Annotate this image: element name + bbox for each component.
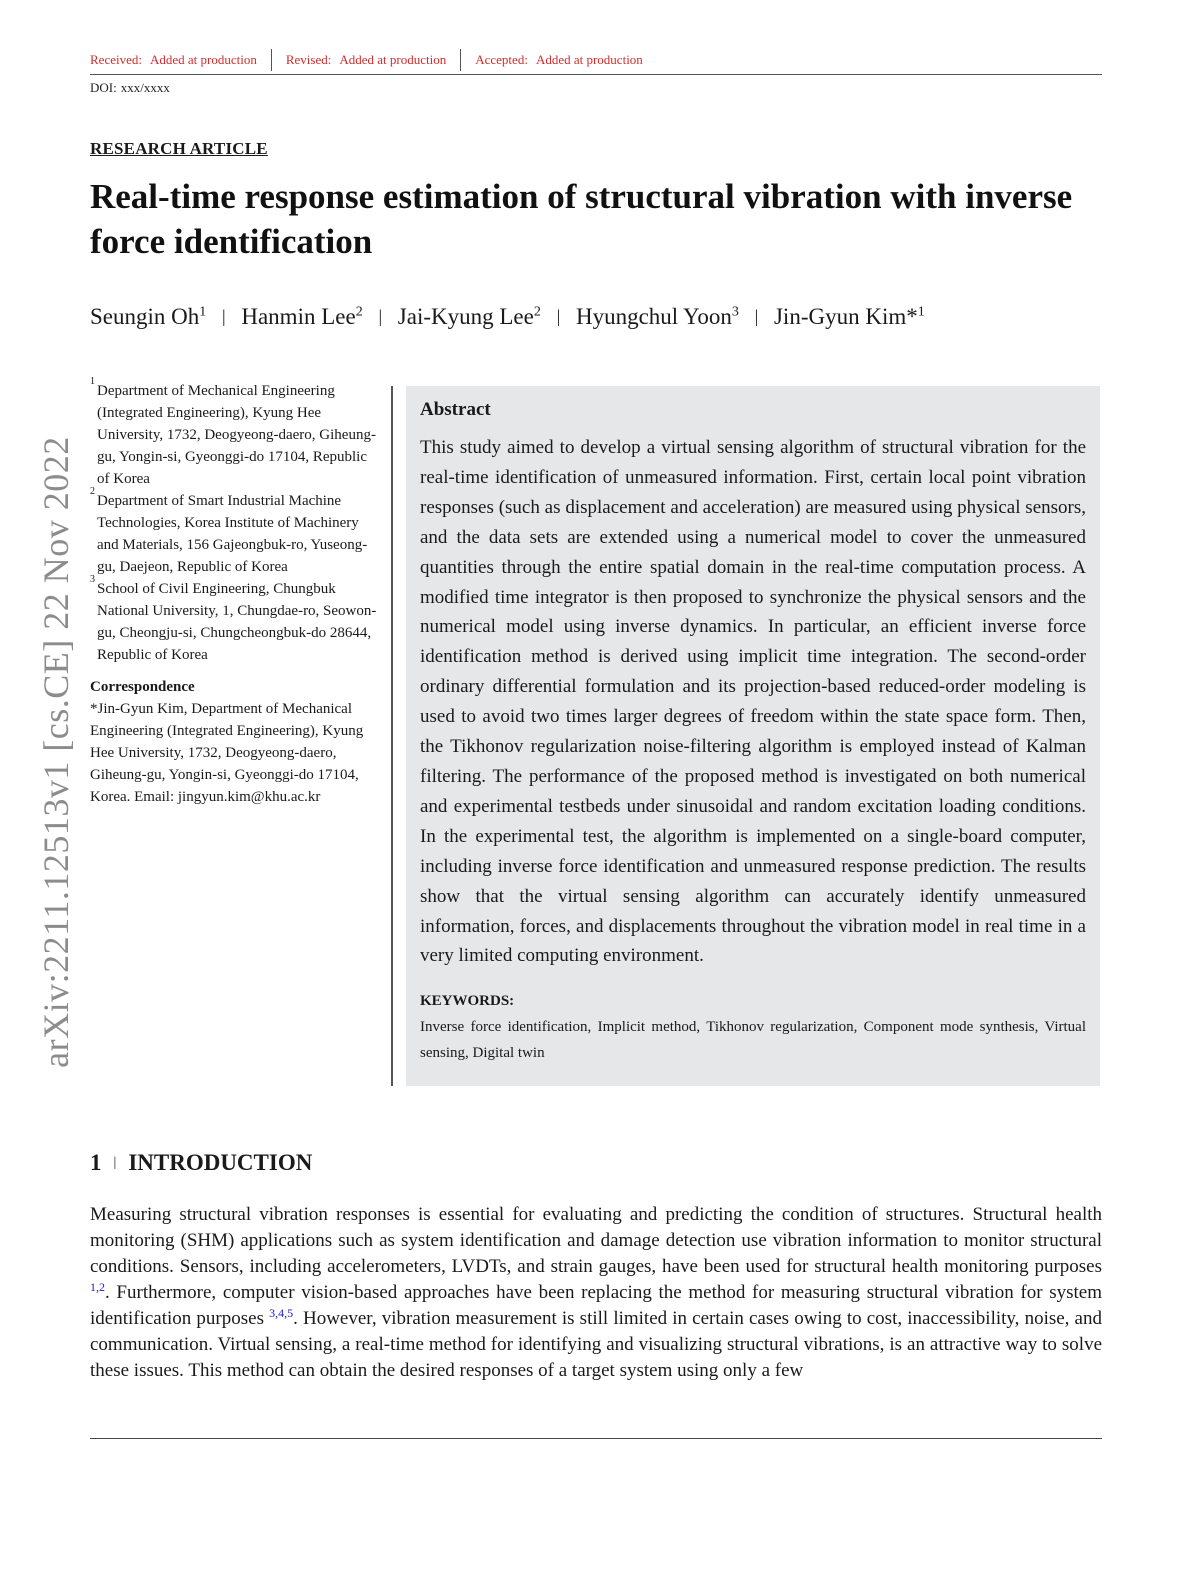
arxiv-identifier-stamp: arXiv:2211.12513v1 [cs.CE] 22 Nov 2022 <box>36 436 76 1068</box>
author-list <box>90 304 925 330</box>
paper-title: Real-time response estimation of structural vibration with inverse force identification <box>90 177 1073 261</box>
author-separator: | <box>378 306 383 326</box>
history-accepted <box>461 52 657 68</box>
correspondence-text: *Jin-Gyun Kim, Department of Mechanical Engineering (Integrated Engineering), Kyung Hee University, 1732, Deogyeong-daero, Giheung-gu, Yongin-si, Gyeonggi-do 17104, Korea. Email: jingyun.kim@khu.ac.kr <box>90 701 364 805</box>
section-title: INTRODUCTION <box>128 1150 313 1175</box>
author: Seungin Oh$^1$ <box>90 304 207 329</box>
affiliation: 2 Department of Smart Industrial Machine Technologies, Korea Institute of Machinery and Materials, 156 Gajeongbuk-ro, Yuseong-gu, Daejeon, Republic of Korea <box>90 486 368 575</box>
article-type: RESEARCH ARTICLE <box>90 139 268 158</box>
doi-line <box>90 80 170 96</box>
affiliation: 3 School of Civil Engineering, Chungbuk National University, 1, Chungdae-ro, Seowon-gu, Cheongju-si, Chungcheongbuk-do 28644, Republic of Korea <box>90 574 377 663</box>
citation-link[interactable]: 1,2 <box>90 1280 105 1294</box>
footer-rule <box>90 1438 1102 1439</box>
history-value: Added at production <box>339 52 447 67</box>
history-label: Revised: <box>285 52 332 67</box>
article-history-bar <box>90 46 1102 75</box>
affiliation: 1 Department of Mechanical Engineering (Integrated Engineering), Kyung Hee University, 1732, Deogyeong-daero, Giheung-gu, Yongin-si, Gyeonggi-do 17104, Republic of Korea <box>90 376 376 487</box>
author-separator: | <box>222 306 226 326</box>
section-heading-introduction <box>90 1150 312 1176</box>
author: Jin-Gyun Kim*$^1$ <box>773 304 925 329</box>
author-separator: | <box>754 306 759 326</box>
column-divider <box>391 386 393 1086</box>
doi-value: xxx/xxxx <box>120 80 170 95</box>
introduction-paragraph: Measuring structural vibration responses is essential for evaluating and predicting the condition of structures. Structural health monitoring (SHM) applications such as system identification and damage detection use vibration information to monitor structural conditions. Sensors, including accelerometers, LVDTs, and strain gauges, have been used for structural health monitoring purposes $^{1,2}$. Furthermore, computer vision-based approaches have been replacing the method for measuring structural vibration for system identification purposes $^{3,4,5}$. However, vibration measurement is still limited in certain cases owing to cost, inaccessibility, noise, and communication. Virtual sensing, a real-time method for identifying and visualizing structural vibrations, is an attractive way to solve these issues. This method can obtain the desired responses of a target system using only a few <box>90 1204 1102 1381</box>
history-label: Received: <box>90 52 142 67</box>
history-revised <box>272 52 460 68</box>
author: Hyungchul Yoon$^3$ <box>575 304 739 329</box>
section-separator: | <box>113 1155 117 1170</box>
affiliations-column <box>90 376 382 808</box>
abstract-heading: Abstract <box>420 399 491 420</box>
section-number: 1 <box>90 1150 102 1175</box>
author: Hanmin Lee$^2$ <box>241 304 363 329</box>
abstract-text: This study aimed to develop a virtual sensing algorithm of structural vibration for the real-time identification of unmeasured information. First, certain local point vibration responses (such as displacement and acceleration) are measured using physical sensors, and the data sets are extended using a numerical model to cover the unmeasured quantities through the entire spatial domain in the real-time computation process. A modified time integrator is then proposed to synchronize the physical sensors and the numerical model using inverse dynamics. In particular, an efficient inverse force identification method is derived using implicit time integration. The second-order ordinary differential formulation and its projection-based reduced-order modeling is used to avoid two times larger degrees of freedom within the state space form. Then, the Tikhonov regularization noise-filtering algorithm is employed instead of Kalman filtering. The performance of the proposed method is investigated on both numerical and experimental testbeds under sinusoidal and random excitation loading conditions. In the experimental test, the algorithm is implemented on a single-board computer, including inverse force identification and unmeasured response prediction. The results show that the virtual sensing algorithm can accurately identify unmeasured information, forces, and displacements throughout the vibration model in real time in a very limited computing environment. <box>420 437 1086 967</box>
history-label: Accepted: <box>475 52 528 67</box>
author-separator: | <box>556 306 561 326</box>
history-value: Added at production <box>149 52 257 67</box>
doi-label: DOI: <box>90 80 117 95</box>
history-value: Added at production <box>535 52 643 67</box>
citation-link[interactable]: 3,4,5 <box>269 1306 294 1320</box>
correspondence-heading: Correspondence <box>90 679 195 695</box>
abstract-box <box>406 386 1100 1086</box>
author: Jai-Kyung Lee$^2$ <box>397 304 541 329</box>
keywords-heading: KEYWORDS: <box>420 993 515 1010</box>
history-received <box>90 52 271 68</box>
keywords-text: Inverse force identification, Implicit method, Tikhonov regularization, Component mode synthesis, Virtual sensing, Digital twin <box>420 1019 1086 1062</box>
